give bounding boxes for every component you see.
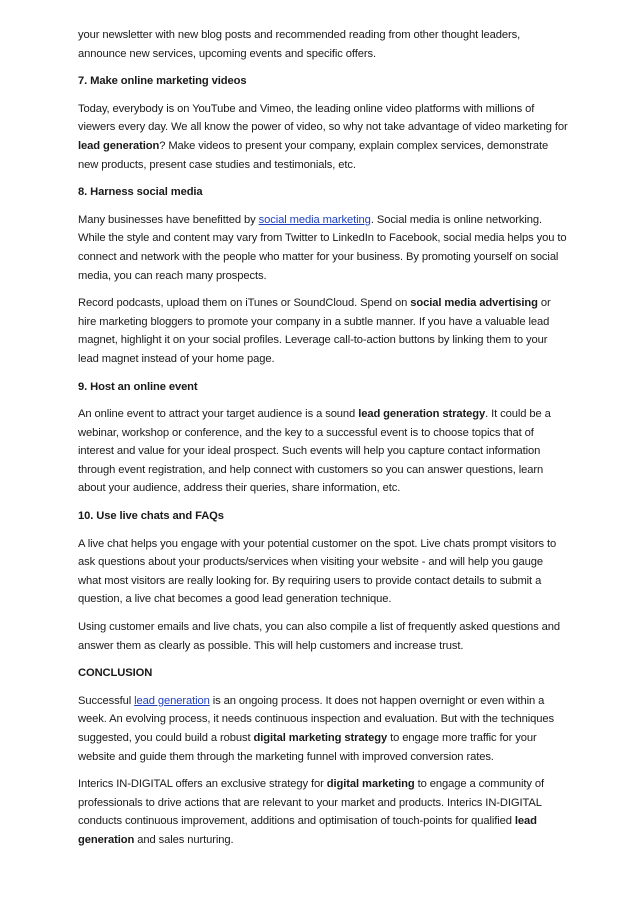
text-run: Successful bbox=[78, 694, 135, 707]
text-run: to engage more traffic for your website and guide them through the marketing funnel with improved conversion rates. bbox=[78, 732, 537, 763]
text-run: An online event to attract your target audience is a sound bbox=[78, 408, 359, 421]
heading-live-chats: 10. Use live chats and FAQs bbox=[78, 510, 224, 523]
heading-online-event: 9. Host an online event bbox=[78, 380, 198, 393]
paragraph-videos bbox=[78, 100, 568, 174]
paragraph-online-event bbox=[78, 405, 568, 498]
link-social-media-marketing[interactable]: social media marketing bbox=[258, 213, 371, 226]
text-run: your newsletter with new blog posts and recommended reading from other thought leaders, announce new services, upcoming events and specific offers. bbox=[78, 29, 521, 60]
text-run: ? Make videos to present your company, explain complex services, demonstrate new products, present case studies and testimonials, etc. bbox=[78, 139, 549, 171]
text-run: Many businesses have benefitted by bbox=[78, 213, 259, 226]
heading-online-videos: 7. Make online marketing videos bbox=[78, 75, 247, 88]
paragraph-social-media bbox=[78, 211, 568, 285]
text-run: A live chat helps you engage with your potential customer on the spot. Live chats prompt visitors to ask questions about your products/services when visiting your website - and will help you gauge what most visitors are really looking for. By requiring users to provide contact details to submit a question, a live chat becomes a good lead generation technique. bbox=[78, 537, 557, 606]
bold-term: social media advertising bbox=[410, 297, 538, 310]
paragraph-live-chat bbox=[78, 535, 568, 609]
text-run: . Social media is online networking. While the style and content may vary from Twitter to LinkedIn to Facebook, social media helps you to connect and network with the people who matter for your business. By promoting yourself on social media, you can reach many prospects. bbox=[78, 213, 567, 282]
heading-conclusion: CONCLUSION bbox=[78, 667, 153, 680]
bold-term: lead generation bbox=[78, 815, 537, 846]
paragraph-newsletter-continuation bbox=[78, 26, 568, 63]
paragraph-podcasts bbox=[78, 294, 568, 368]
text-run: to engage a community of professionals to drive actions that are relevant to your market and products. Interics IN-DIGITAL conducts continuous improvement, additions and optimisation of touch-points for qualified bbox=[78, 778, 544, 828]
link-lead-generation[interactable]: lead generation bbox=[134, 694, 210, 707]
text-run: and sales nurturing. bbox=[134, 833, 234, 846]
bold-term: lead generation bbox=[78, 139, 160, 152]
paragraph-faqs bbox=[78, 618, 568, 655]
bold-term: digital marketing strategy bbox=[253, 732, 388, 744]
bold-term: lead generation strategy bbox=[358, 408, 486, 421]
text-run: Using customer emails and live chats, you can also compile a list of frequently asked questions and answer them as clearly as possible. This will help customers and increase trust. bbox=[78, 621, 560, 652]
paragraph-conclusion bbox=[78, 692, 568, 766]
bold-term: digital marketing bbox=[326, 778, 415, 791]
paragraph-interics bbox=[78, 775, 568, 849]
text-run: Interics IN-DIGITAL offers an exclusive strategy for bbox=[78, 778, 327, 791]
text-run: . It could be a webinar, workshop or conference, and the key to a successful event is to choose topics that of interest and value for your ideal prospect. Such events will help you capture contact information through event registration, and help connect with customers so you can answer questions, learn about your audience, address their queries, share information, etc. bbox=[78, 408, 551, 495]
text-run: Record podcasts, upload them on iTunes or SoundCloud. Spend on bbox=[78, 297, 411, 310]
text-run: or hire marketing bloggers to promote your company in a subtle manner. If you have a valuable lead magnet, highlight it on your social profiles. Leverage call-to-action buttons by linking them to your lead magnet instead of your home page. bbox=[78, 297, 551, 365]
text-run: is an ongoing process. It does not happen overnight or even within a week. An evolving process, it needs continuous inspection and evaluation. But with the techniques suggested, you could build a robust bbox=[78, 694, 555, 744]
heading-social-media: 8. Harness social media bbox=[78, 186, 203, 199]
text-run: Today, everybody is on YouTube and Vimeo, the leading online video platforms with millions of viewers every day. We all know the power of video, so why not take advantage of video marketing for bbox=[78, 102, 568, 134]
